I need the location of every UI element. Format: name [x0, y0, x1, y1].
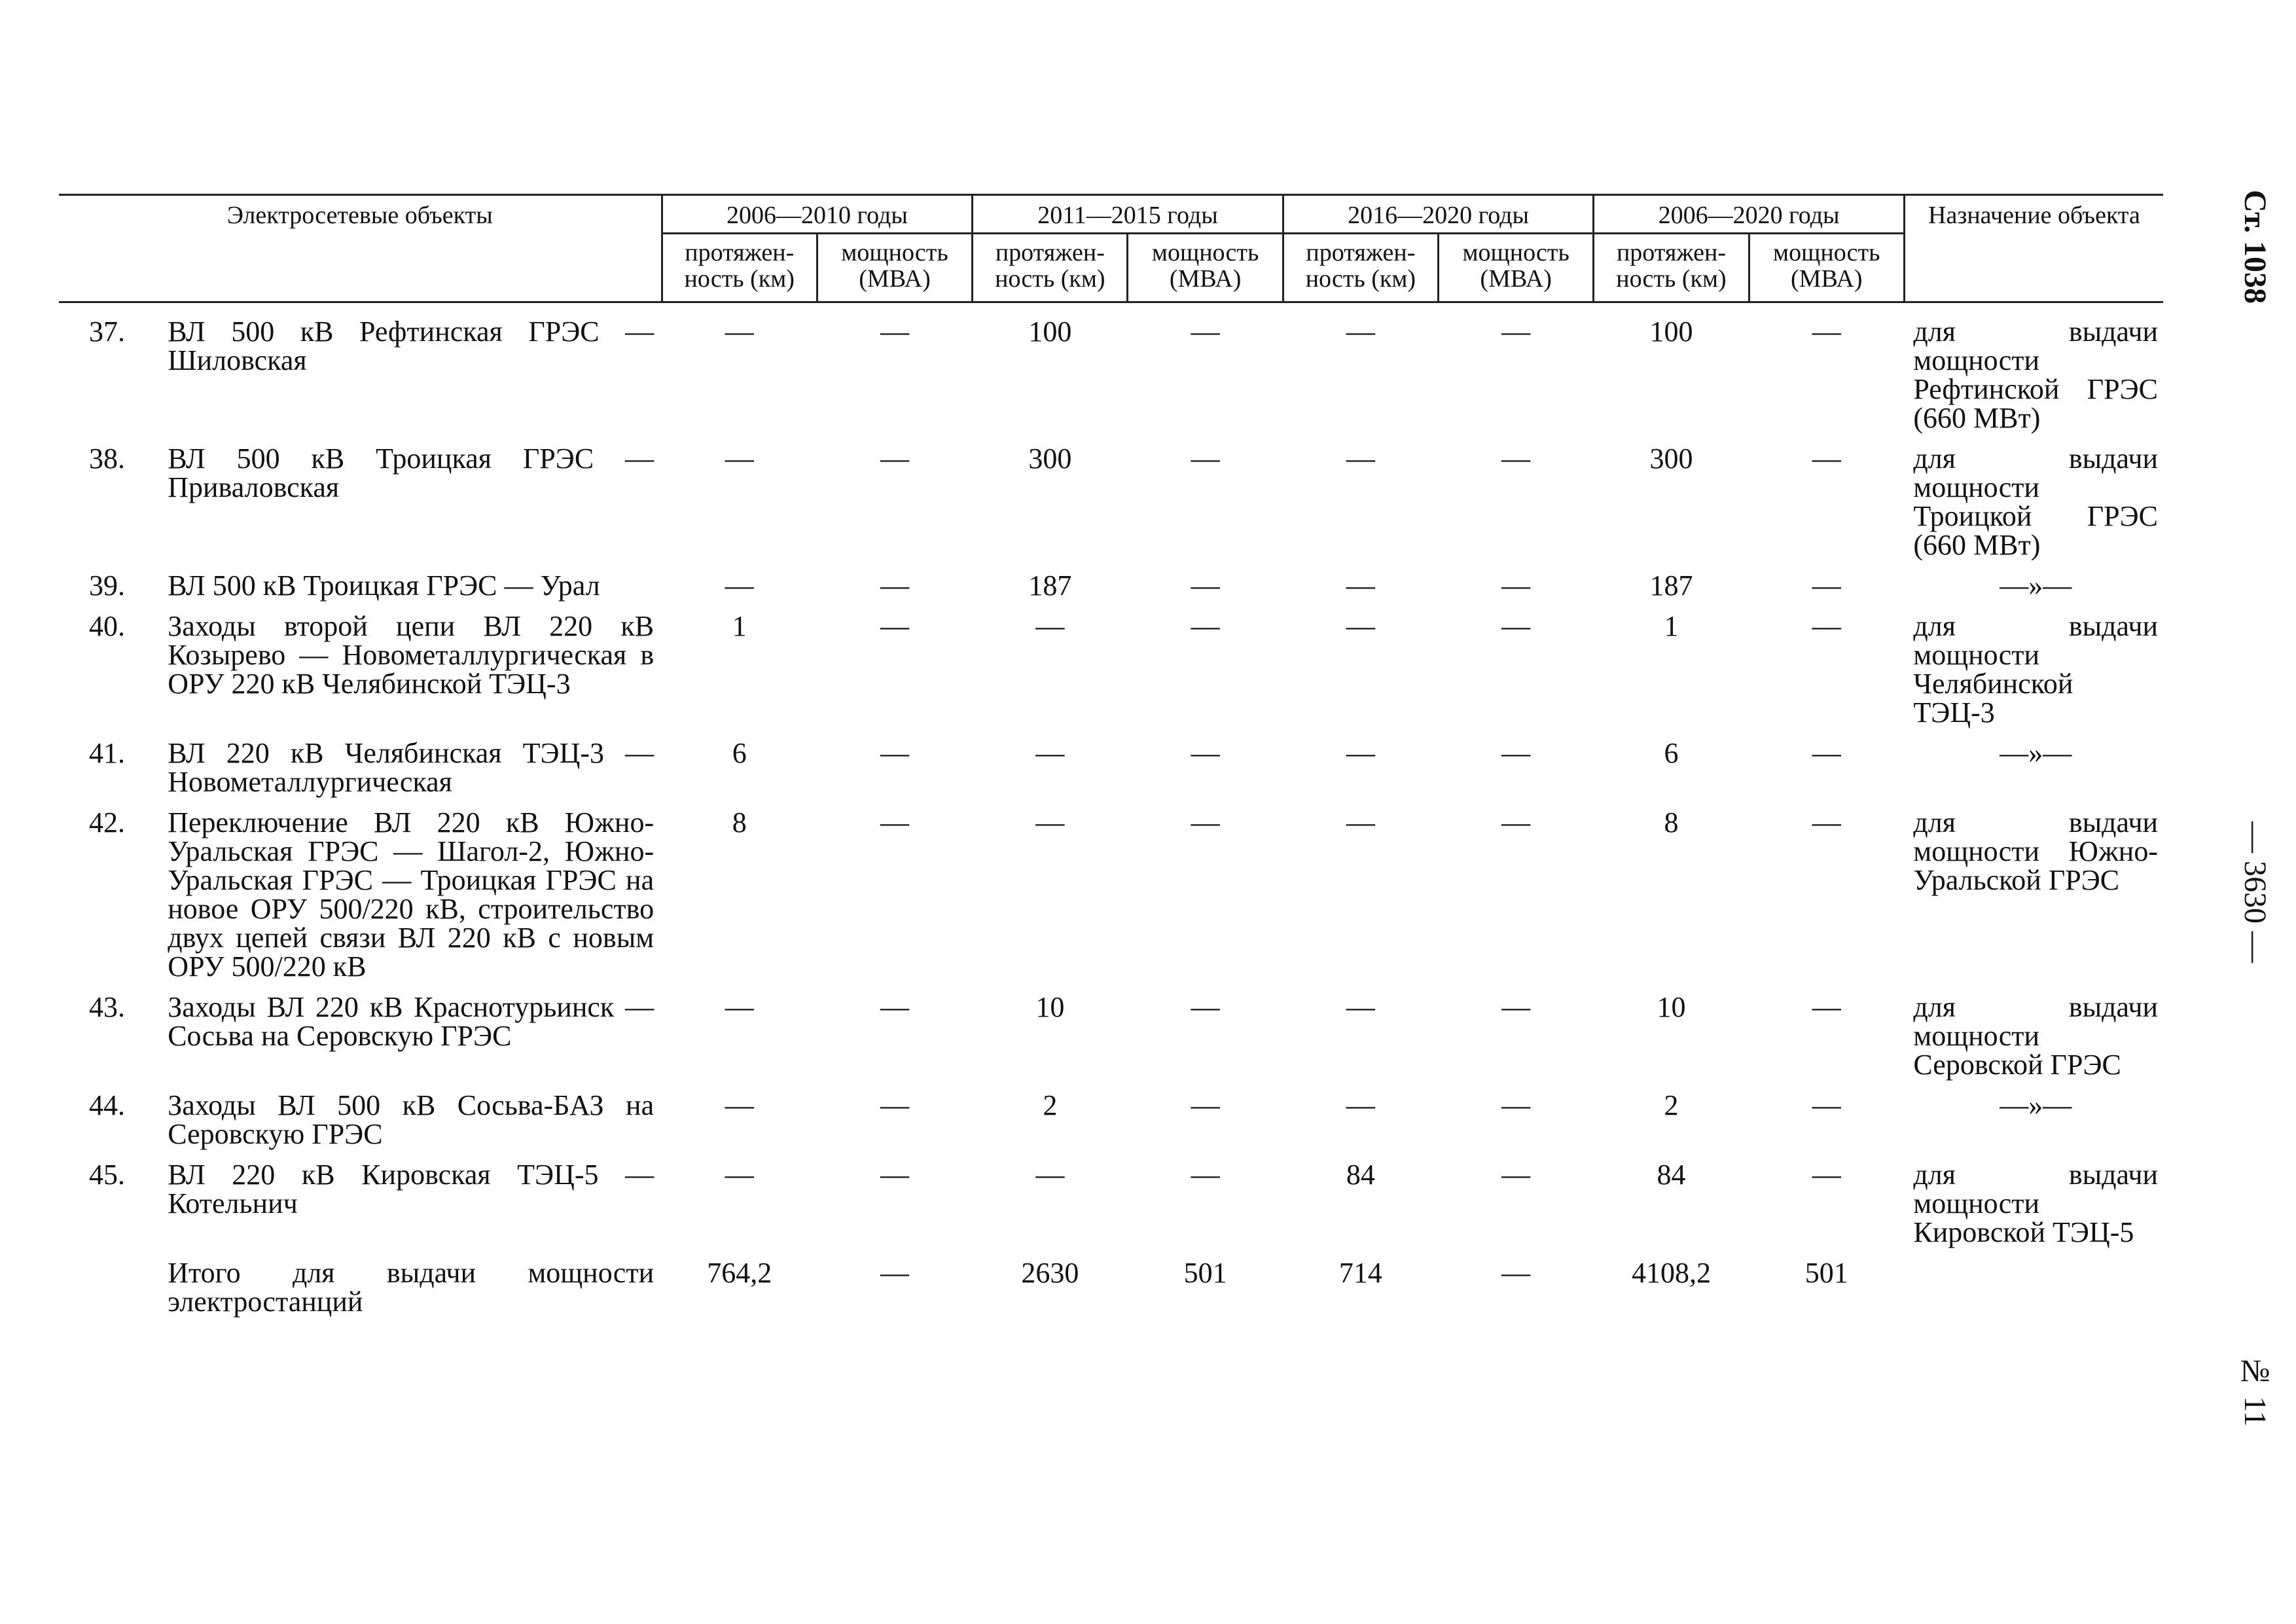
header-period-2: 2011—2015 годы	[973, 195, 1283, 234]
total-value: 714	[1338, 1257, 1382, 1289]
cell-value: —	[1191, 991, 1220, 1023]
cell-value: —	[1035, 1159, 1065, 1191]
cell-value: 6	[732, 737, 747, 769]
page-reference: Ст. 1038	[2238, 190, 2272, 304]
table-row	[59, 444, 2163, 571]
cell-value: —	[880, 442, 910, 475]
cell-value: —	[880, 569, 910, 602]
cell-value: —	[1501, 1159, 1531, 1191]
cell-value: —	[725, 1089, 754, 1121]
cell-value: —	[1812, 1089, 1841, 1121]
cell-value: 1	[1664, 610, 1679, 642]
cell-value: —	[1501, 442, 1531, 475]
cell-value: 187	[1028, 569, 1072, 602]
cell-value: —	[1346, 569, 1375, 602]
cell-value: —	[1191, 737, 1220, 769]
row-object: ВЛ 500 кВ Рефтинская ГРЭС — Шиловская	[168, 316, 655, 376]
cell-value: —	[1346, 737, 1375, 769]
page-number: — 3630 —	[2238, 821, 2272, 963]
cell-value: —	[1346, 1089, 1375, 1121]
row-object: Заходы второй цепи ВЛ 220 кВ Козырево — Новометаллургическая в ОРУ 220 кВ Челябинской ТЭЦ-3	[168, 610, 655, 700]
row-destination: для выдачи мощности Серовской ГРЭС	[1913, 991, 2158, 1081]
cell-value: 10	[1035, 991, 1065, 1023]
header-period-4: 2006—2020 годы	[1594, 195, 1905, 234]
row-destination: для выдачи мощности Кировской ТЭЦ-5	[1913, 1159, 2158, 1248]
cell-value: —	[1191, 806, 1220, 839]
cell-value: 8	[732, 806, 747, 839]
row-destination: для выдачи мощности Южно-Уральской ГРЭС	[1913, 806, 2158, 896]
total-value: —	[1501, 1257, 1531, 1289]
table-row	[59, 808, 2163, 993]
cell-value: —	[1191, 1089, 1220, 1121]
cell-value: —	[1812, 442, 1841, 475]
header-destination: Назначение объекта	[1904, 195, 2163, 302]
row-destination: для выдачи мощности Рефтинской ГРЭС (660 МВт)	[1913, 316, 2158, 434]
table-row	[59, 302, 2163, 445]
cell-value: 187	[1649, 569, 1693, 602]
row-number: 42.	[89, 806, 125, 839]
total-value: 2630	[1021, 1257, 1079, 1289]
cell-value: —	[880, 991, 910, 1023]
cell-value: —	[1501, 569, 1531, 602]
cell-value: 100	[1028, 316, 1072, 348]
cell-value: 100	[1649, 316, 1693, 348]
cell-value: —	[725, 569, 754, 602]
row-number: 38.	[89, 442, 125, 475]
row-destination: для выдачи мощности Троицкой ГРЭС (660 МВт)	[1913, 442, 2158, 561]
cell-value: —	[1191, 316, 1220, 348]
cell-value: —	[1812, 569, 1841, 602]
cell-value: —	[880, 737, 910, 769]
header-length: протяжен-ность (км)	[1594, 234, 1749, 302]
cell-value: 2	[1043, 1089, 1058, 1121]
cell-value: —	[1346, 991, 1375, 1023]
row-object: ВЛ 220 кВ Челябинская ТЭЦ-3 — Новометаллургическая	[168, 737, 655, 798]
cell-value: —	[725, 1159, 754, 1191]
cell-value: —	[880, 1159, 910, 1191]
cell-value: —	[1501, 1089, 1531, 1121]
cell-value: —	[1501, 610, 1531, 642]
cell-value: 300	[1028, 442, 1072, 475]
cell-value: —	[1035, 737, 1065, 769]
header-length: протяжен-ность (км)	[662, 234, 817, 302]
cell-value: —	[1035, 806, 1065, 839]
header-power: мощность (МВА)	[817, 234, 972, 302]
header-power: мощность (МВА)	[1439, 234, 1594, 302]
row-number: 44.	[89, 1089, 125, 1121]
total-value: —	[880, 1257, 910, 1289]
header-length: протяжен-ность (км)	[973, 234, 1128, 302]
cell-value: —	[1812, 1159, 1841, 1191]
row-object: ВЛ 500 кВ Троицкая ГРЭС — Приваловская	[168, 442, 655, 503]
table-row	[59, 571, 2163, 612]
table-row	[59, 1161, 2163, 1259]
cell-value: —	[1501, 737, 1531, 769]
cell-value: —	[1346, 806, 1375, 839]
cell-value: —	[1191, 610, 1220, 642]
total-label: Итого для выдачи мощности электростанций	[168, 1257, 655, 1318]
cell-value: 2	[1664, 1089, 1679, 1121]
cell-value: —	[1035, 610, 1065, 642]
row-destination: —»—	[2000, 569, 2072, 602]
cell-value: —	[1812, 806, 1841, 839]
row-destination: для выдачи мощности Челябинской ТЭЦ-3	[1913, 610, 2158, 729]
table-row	[59, 739, 2163, 808]
issue-number: № 11	[2238, 1354, 2272, 1427]
cell-value: 300	[1649, 442, 1693, 475]
cell-value: —	[1346, 316, 1375, 348]
cell-value: —	[725, 316, 754, 348]
table-row	[59, 1091, 2163, 1161]
row-destination: —»—	[2000, 737, 2072, 769]
row-number: 37.	[89, 316, 125, 348]
header-power: мощность (МВА)	[1128, 234, 1283, 302]
row-object: ВЛ 220 кВ Кировская ТЭЦ-5 — Котельнич	[168, 1159, 655, 1219]
row-destination: —»—	[2000, 1089, 2072, 1121]
cell-value: —	[1812, 737, 1841, 769]
cell-value: —	[1346, 610, 1375, 642]
cell-value: —	[1812, 610, 1841, 642]
header-length: протяжен-ность (км)	[1283, 234, 1438, 302]
cell-value: —	[725, 442, 754, 475]
cell-value: —	[880, 610, 910, 642]
total-value: 501	[1804, 1257, 1848, 1289]
cell-value: —	[1501, 991, 1531, 1023]
cell-value: —	[1501, 806, 1531, 839]
total-row	[59, 1259, 2163, 1328]
row-number: 39.	[89, 569, 125, 602]
header-period-3: 2016—2020 годы	[1283, 195, 1594, 234]
cell-value: 84	[1346, 1159, 1375, 1191]
cell-value: 6	[1664, 737, 1679, 769]
cell-value: —	[1191, 442, 1220, 475]
table-row	[59, 993, 2163, 1091]
header-period-1: 2006—2010 годы	[662, 195, 973, 234]
cell-value: —	[1346, 442, 1375, 475]
cell-value: 1	[732, 610, 747, 642]
row-number: 43.	[89, 991, 125, 1023]
cell-value: —	[1191, 1159, 1220, 1191]
header-objects: Электросетевые объекты	[59, 195, 662, 302]
row-object: Заходы ВЛ 220 кВ Краснотурьинск — Сосьва на Серовскую ГРЭС	[168, 991, 655, 1052]
row-object: Переключение ВЛ 220 кВ Южно-Уральская ГРЭС — Шагол-2, Южно-Уральская ГРЭС — Троицкая ГРЭС на новое ОРУ 500/220 кВ, строительство двух цепей связи ВЛ 220 кВ с новым ОРУ 500/220 кВ	[168, 806, 655, 983]
row-object: Заходы ВЛ 500 кВ Сосьва-БАЗ на Серовскую ГРЭС	[168, 1089, 655, 1150]
investment-table	[59, 194, 2163, 1328]
row-object: ВЛ 500 кВ Троицкая ГРЭС — Урал	[168, 569, 600, 602]
cell-value: —	[880, 1089, 910, 1121]
cell-value: —	[1191, 569, 1220, 602]
cell-value: 8	[1664, 806, 1679, 839]
cell-value: —	[880, 316, 910, 348]
total-value: 764,2	[707, 1257, 772, 1289]
table-row	[59, 612, 2163, 739]
cell-value: —	[1812, 991, 1841, 1023]
cell-value: 84	[1657, 1159, 1686, 1191]
total-value: 501	[1183, 1257, 1227, 1289]
row-number: 41.	[89, 737, 125, 769]
header-power: мощность (МВА)	[1749, 234, 1904, 302]
cell-value: —	[880, 806, 910, 839]
cell-value: —	[1501, 316, 1531, 348]
cell-value: —	[725, 991, 754, 1023]
cell-value: —	[1812, 316, 1841, 348]
row-number: 45.	[89, 1159, 125, 1191]
total-value: 4108,2	[1631, 1257, 1711, 1289]
cell-value: 10	[1657, 991, 1686, 1023]
row-number: 40.	[89, 610, 125, 642]
